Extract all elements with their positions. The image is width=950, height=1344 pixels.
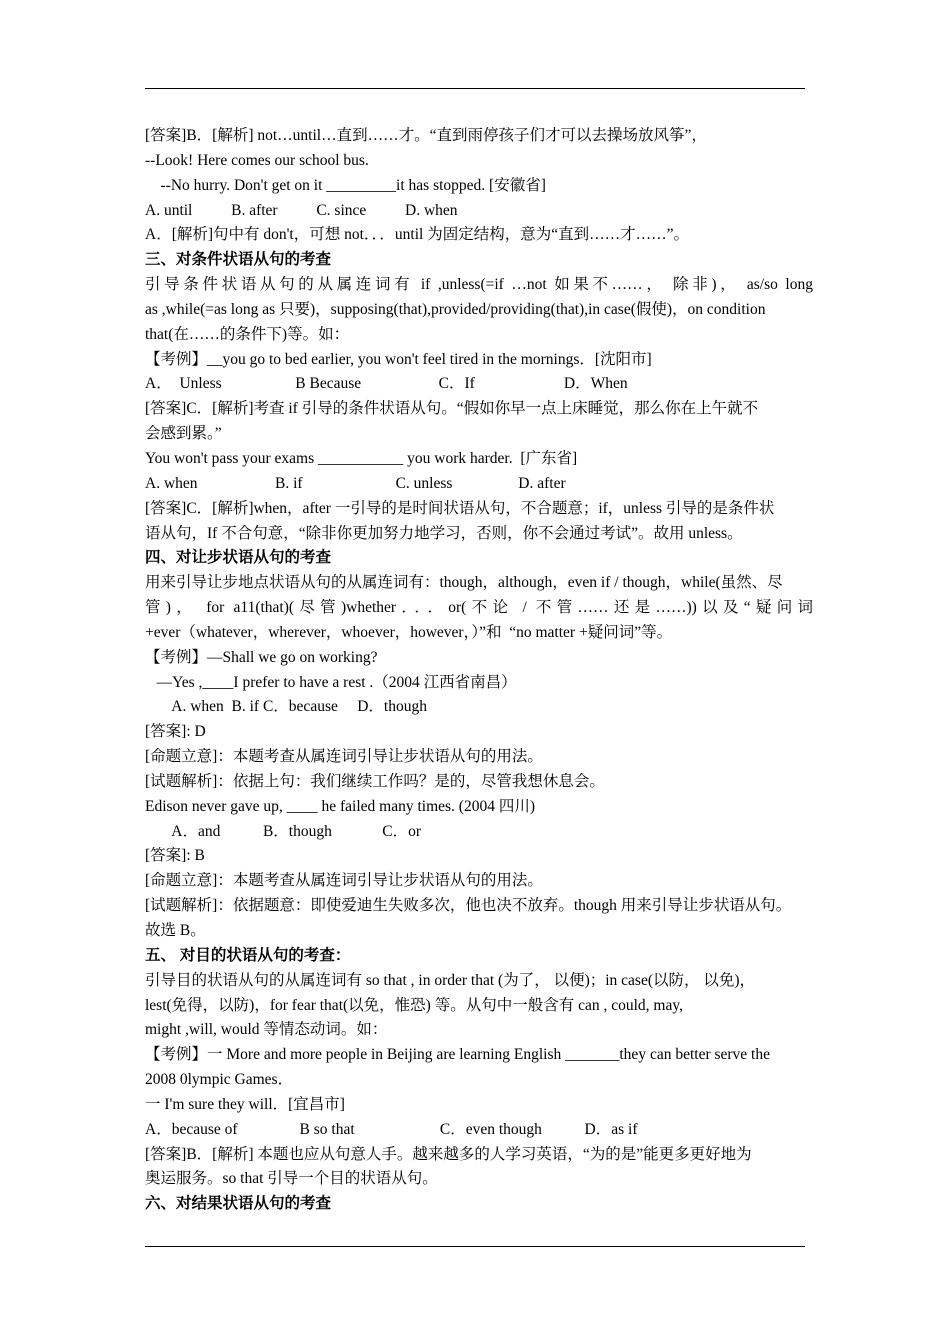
text-line: 管)， for a11(that)(尽管)whether．．．or(不论 / 不管……还是……))以及“疑问词 <box>145 599 813 617</box>
section-heading: 六、对结果状语从句的考查 <box>145 1195 332 1213</box>
section-heading: 三、对条件状语从句的考查 <box>145 251 332 269</box>
text-line: A. when B. if C. unless D. after <box>145 474 566 492</box>
text-line: [试题解析]：依据上句：我们继续工作吗？是的，尽管我想休息会。 <box>145 772 605 790</box>
text-line: 引导条件状语从句的从属连词有 if ,unless(=if …not 如果不……， 除非)， as/so long <box>145 276 813 294</box>
text-line: as ,while(=as long as 只要)，supposing(that),provided/providing(that),in case(假使)，on condition <box>145 300 766 318</box>
text-line: that(在……的条件下)等。如： <box>145 325 350 343</box>
text-line: You won't pass your exams ___________ you work harder. [广东省] <box>145 449 578 467</box>
text-line: [试题解析]：依据题意：即使爱迪生失败多次，他也决不放弃。though 用来引导让步状语从句。 <box>145 897 792 915</box>
text-line: A. when B. if C．because D．though <box>145 698 427 716</box>
footer-rule <box>145 1246 805 1247</box>
text-line: Edison never gave up, ____ he failed many times. (2004 四川) <box>145 797 535 815</box>
text-line: [命题立意]：本题考查从属连词引导让步状语从句的用法。 <box>145 748 543 766</box>
text-line: 【考例】一 More and more people in Beijing are learning English _______they can better serve the <box>145 1046 770 1064</box>
text-line: [答案]C．[解析]when，after 一引导的是时间状语从句，不合题意；if，unless 引导的是条件状 <box>145 499 775 517</box>
text-line: +ever（whatever，wherever，whoever，however，）”和 “no matter +疑问词”等。 <box>145 623 673 641</box>
text-line: 【考例】__you go to bed earlier, you won't feel tired in the mornings．[沈阳市] <box>145 350 652 368</box>
section-heading: 五、 对目的状语从句的考查： <box>145 946 351 964</box>
text-line: 故选 B。 <box>145 922 206 939</box>
text-line: A. until B. after C. since D. when <box>145 201 458 219</box>
text-line: 语从句，If 不合句意，“除非你更加努力地学习，否则，你不会通过考试”。故用 unless。 <box>145 524 743 542</box>
text-line: [答案]: B <box>145 847 205 865</box>
text-line: --No hurry. Don't get on it _________it has stopped. [安徽省] <box>145 176 546 194</box>
text-line: lest(免得，以防)，for fear that(以免，惟恐) 等。从句中一般含有 can , could, may, <box>145 996 683 1014</box>
text-line: A．because of B so that C．even though D．as if <box>145 1120 638 1138</box>
text-line: [答案]B．[解析] not…until…直到……才。“直到雨停孩子们才可以去操场放风筝”， <box>145 127 707 144</box>
text-line: A． Unless B Because C．If D．When <box>145 375 628 393</box>
text-line: 会感到累。” <box>145 425 222 443</box>
text-line: [答案]B．[解析] 本题也应从句意人手。越来越多的人学习英语，“为的是”能更多更好地为 <box>145 1145 752 1163</box>
header-rule <box>145 88 805 89</box>
document-body <box>145 124 813 1217</box>
text-line: [命题立意]：本题考查从属连词引导让步状语从句的用法。 <box>145 872 543 890</box>
text-line: 奥运服务。so that 引导一个目的状语从句。 <box>145 1170 438 1188</box>
text-line: A．and B．though C．or <box>145 822 421 840</box>
section-heading: 四、对让步状语从句的考查 <box>145 549 332 567</box>
text-line: [答案]C．[解析]考查 if 引导的条件状语从句。“假如你早一点上床睡觉，那么你在上午就不 <box>145 400 759 418</box>
text-line: 引导目的状语从句的从属连词有 so that , in order that (为了， 以便)；in case(以防， 以免)， <box>145 971 756 989</box>
text-line: --Look! Here comes our school bus. <box>145 151 369 169</box>
text-line: —Yes ,____I prefer to have a rest .（2004 江西省南昌） <box>145 673 517 691</box>
text-line: 用来引导让步地点状语从句的从属连词有：though，although，even if / though，while(虽然、尽 <box>145 574 783 592</box>
text-line: 一 I'm sure they will．[宜昌市] <box>145 1095 345 1113</box>
text-line: [答案]: D <box>145 723 206 741</box>
text-line: 2008 0lympic Games． <box>145 1071 294 1089</box>
text-line: might ,will, would 等情态动词。如： <box>145 1021 388 1039</box>
text-line: 【考例】—Shall we go on working? <box>145 648 378 666</box>
text-line: A．[解析]句中有 don't，可想 not．．．until 为固定结构，意为“直到……才……”。 <box>145 226 689 244</box>
